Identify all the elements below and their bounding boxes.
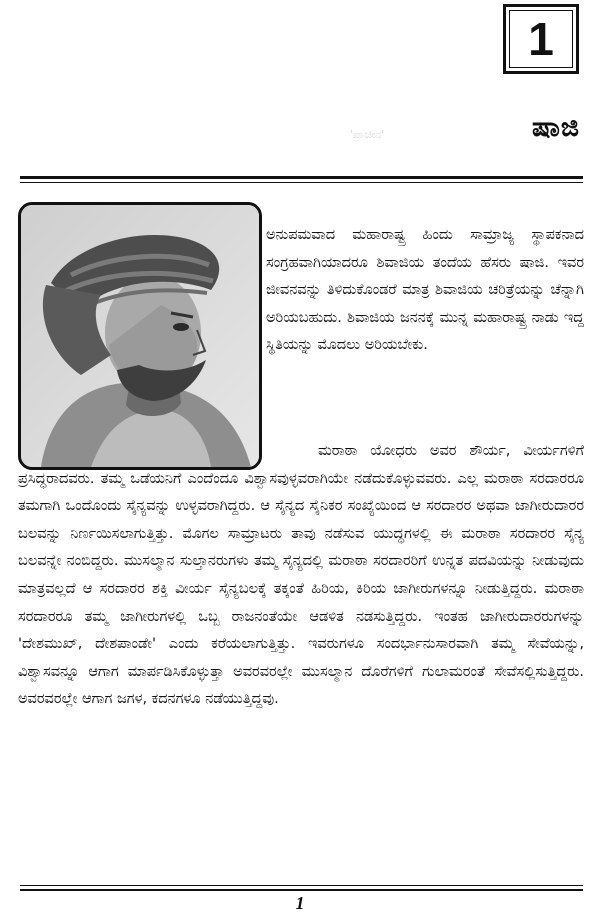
- footer-rule-thick: [20, 889, 583, 891]
- footer-rule-thin: [20, 885, 583, 886]
- portrait-illustration: [21, 205, 259, 467]
- page-number: 1: [295, 893, 305, 913]
- header-rule-thin: [20, 182, 583, 183]
- portrait-image: [18, 202, 262, 470]
- chapter-title: ಷಾಜಿ: [531, 112, 580, 143]
- intro-paragraph: ಅನುಪಮವಾದ ಮಹಾರಾಷ್ಟ್ರ ಹಿಂದು ಸಾಮ್ರಾಜ್ಯ ಸ್ಥಾಪಕನಾದ ಸಂಗ್ರಹವಾಗಿಯಾದರೂ ಶಿವಾಜಿಯ ತಂದೆಯ ಹೆಸರು ಷಾಜಿ. ಇವರ ಜೀವನವನ್ನು ತಿಳಿದುಕೊಂಡರೆ ಮಾತ್ರ ಶಿವಾಜಿಯ ಚರಿತ್ರೆಯನ್ನು ಚೆನ್ನಾಗಿ ಅರಿಯಬಹುದು. ಶಿವಾಜಿಯ ಜನನಕ್ಕೆ ಮುನ್ನ ಮಹಾರಾಷ್ಟ್ರ ನಾಡು ಇದ್ದ ಸ್ಥಿತಿಯನ್ನು ಮೊದಲು ಅರಿಯಬೇಕು.: [266, 227, 584, 354]
- bleed-through-word: 'ಪ್ರಾಚೀನ': [350, 128, 385, 141]
- body-paragraph: ಮರಾಠಾ ಯೋಧರು ಅವರ ಶೌರ್ಯ, ವೀರ್ಯಗಳಿಗೆ ಪ್ರಸಿದ್ಧರಾದವರು. ತಮ್ಮ ಒಡೆಯನಿಗೆ ಎಂದೆಂದೂ ವಿಶ್ವಾಸವುಳ್ಳವರಾಗಿಯೇ ನಡೆದುಕೊಳ್ಳುವವರು. ಎಲ್ಲ ಮರಾಠಾ ಸರದಾರರೂ ತಮಗಾಗಿ ಒಂದೊಂದು ಸೈನ್ಯವನ್ನು ಉಳ್ಳವರಾಗಿದ್ದರು. ಆ ಸೈನ್ಯದ ಸೈನಿಕರ ಸಂಖ್ಯೆಯಿಂದ ಆ ಸರದಾರರ ಅಥವಾ ಜಾಗೀರುದಾರರ ಬಲವನ್ನು ನಿರ್ಣಯಿಸಲಾಗುತ್ತಿತ್ತು. ಮೊಗಲ ಸಾಮ್ರಾಟರು ತಾವು ನಡೆಸುವ ಯುದ್ಧಗಳಲ್ಲಿ ಈ ಮರಾಠಾ ಸರದಾರರ ಸೈನ್ಯ ಬಲವನ್ನೇ ನಂಬಿದ್ದರು. ಮುಸಲ್ಮಾನ ಸುಲ್ತಾನರುಗಳು ತಮ್ಮ ಸೈನ್ಯದಲ್ಲಿ ಮರಾಠಾ ಸರದಾರರಿಗೆ ಉನ್ನತ ಪದವಿಯನ್ನು ನೀಡುವುದು ಮಾತ್ರವಲ್ಲದೆ ಆ ಸರದಾರರ ಶಕ್ತಿ ವೀರ್ಯ ಸೈನ್ಯಬಲಕ್ಕೆ ತಕ್ಕಂತೆ ಹಿರಿಯ, ಕಿರಿಯ ಜಾಗೀರುಗಳನ್ನೂ ನೀಡುತ್ತಿದ್ದರು. ಮರಾಠಾ ಸರದಾರರೂ ತಮ್ಮ ಜಾಗೀರುಗಳಲ್ಲಿ ಒಬ್ಬ ರಾಜನಂತೆಯೇ ಆಡಳಿತ ನಡಸುತ್ತಿದ್ದರು. ಇಂತಹ ಜಾಗೀರುದಾರರುಗಳನ್ನು 'ದೇಶಮುಖ್, ದೇಶಪಾಂಡೇ' ಎಂದು ಕರೆಯಲಾಗುತ್ತಿತ್ತು. ಇವರುಗಳೂ ಸಂದರ್ಭಾನುಸಾರವಾಗಿ ತಮ್ಮ ಸೇವೆಯನ್ನು, ವಿಶ್ವಾಸವನ್ನೂ ಆಗಾಗ ಮಾರ್ಪಡಿಸಿಕೊಳ್ಳುತ್ತಾ ಅವರವರಲ್ಲೇ ಮುಸಲ್ಮಾನ ದೊರೆಗಳಿಗೆ ಗುಲಾಮರಂತೆ ಸೇವೆಸಲ್ಲಿಸುತ್ತಿದ್ದರು. ಅವರವರಲ್ಲೇ ಆಗಾಗ ಜಗಳ, ಕದನಗಳೂ ನಡೆಯುತ್ತಿದ್ದವು.: [18, 443, 584, 708]
- chapter-number: 1: [528, 13, 554, 65]
- header-rule-thick: [20, 176, 583, 179]
- chapter-number-box: [503, 4, 579, 74]
- bleed-through-text: [20, 6, 490, 166]
